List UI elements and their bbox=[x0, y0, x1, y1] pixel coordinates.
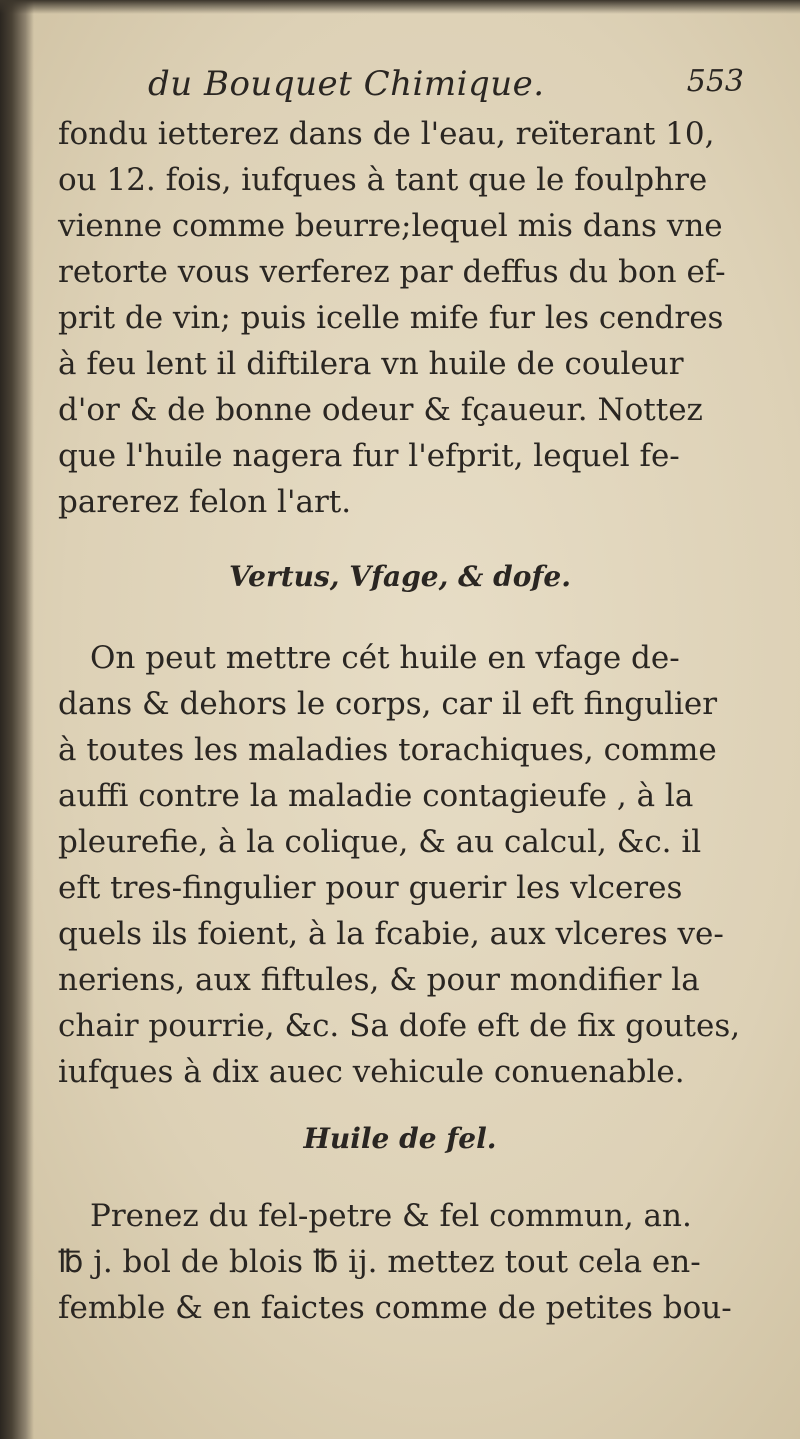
page-header bbox=[148, 64, 768, 108]
text-line: ℔ j. bol de blois ℔ ij. mettez tout cela en- bbox=[58, 1244, 701, 1280]
top-edge-shadow bbox=[0, 0, 800, 14]
section-heading: Huile de fel. bbox=[303, 1122, 497, 1155]
text-line: Prenez du fel-petre & fel commun, an. bbox=[90, 1198, 692, 1234]
text-line: vienne comme beurre;lequel mis dans vne bbox=[58, 208, 723, 244]
text-line: que l'huile nagera fur l'efprit, lequel fe- bbox=[58, 438, 680, 474]
running-title: du Bouquet Chimique. bbox=[148, 64, 545, 104]
text-line: prit de vin; puis icelle mife fur les cendres bbox=[58, 300, 724, 336]
text-line: pleurefie, à la colique, & au calcul, &c. il bbox=[58, 824, 702, 860]
text-line: fondu ietterez dans de l'eau, reïterant 10, bbox=[58, 116, 715, 152]
page-number: 553 bbox=[686, 64, 744, 99]
text-line: à feu lent il diftilera vn huile de couleur bbox=[58, 346, 684, 382]
text-line: quels ils foient, à la fcabie, aux vlceres ve- bbox=[58, 916, 724, 952]
text-line: à toutes les maladies torachiques, comme bbox=[58, 732, 717, 768]
text-line: ou 12. fois, iufques à tant que le foulphre bbox=[58, 162, 708, 198]
text-line: d'or & de bonne odeur & fçaueur. Nottez bbox=[58, 392, 703, 428]
text-line: neriens, aux fiftules, & pour mondifier la bbox=[58, 962, 700, 998]
text-line: eft tres-fingulier pour guerir les vlceres bbox=[58, 870, 683, 906]
text-line: auffi contre la maladie contagieufe , à la bbox=[58, 778, 694, 814]
text-line: On peut mettre cét huile en vfage de- bbox=[90, 640, 680, 676]
text-line: dans & dehors le corps, car il eft fingulier bbox=[58, 686, 718, 722]
text-line: chair pourrie, &c. Sa dofe eft de fix goutes, bbox=[58, 1008, 741, 1044]
section-heading: Vertus, Vfage, & dofe. bbox=[229, 560, 571, 593]
text-line: parerez felon l'art. bbox=[58, 484, 352, 520]
page-gutter-shadow bbox=[0, 0, 34, 1439]
text-line: femble & en faictes comme de petites bou- bbox=[58, 1290, 732, 1326]
text-line: retorte vous verferez par deffus du bon ef- bbox=[58, 254, 726, 290]
text-line: iufques à dix auec vehicule conuenable. bbox=[58, 1054, 685, 1090]
